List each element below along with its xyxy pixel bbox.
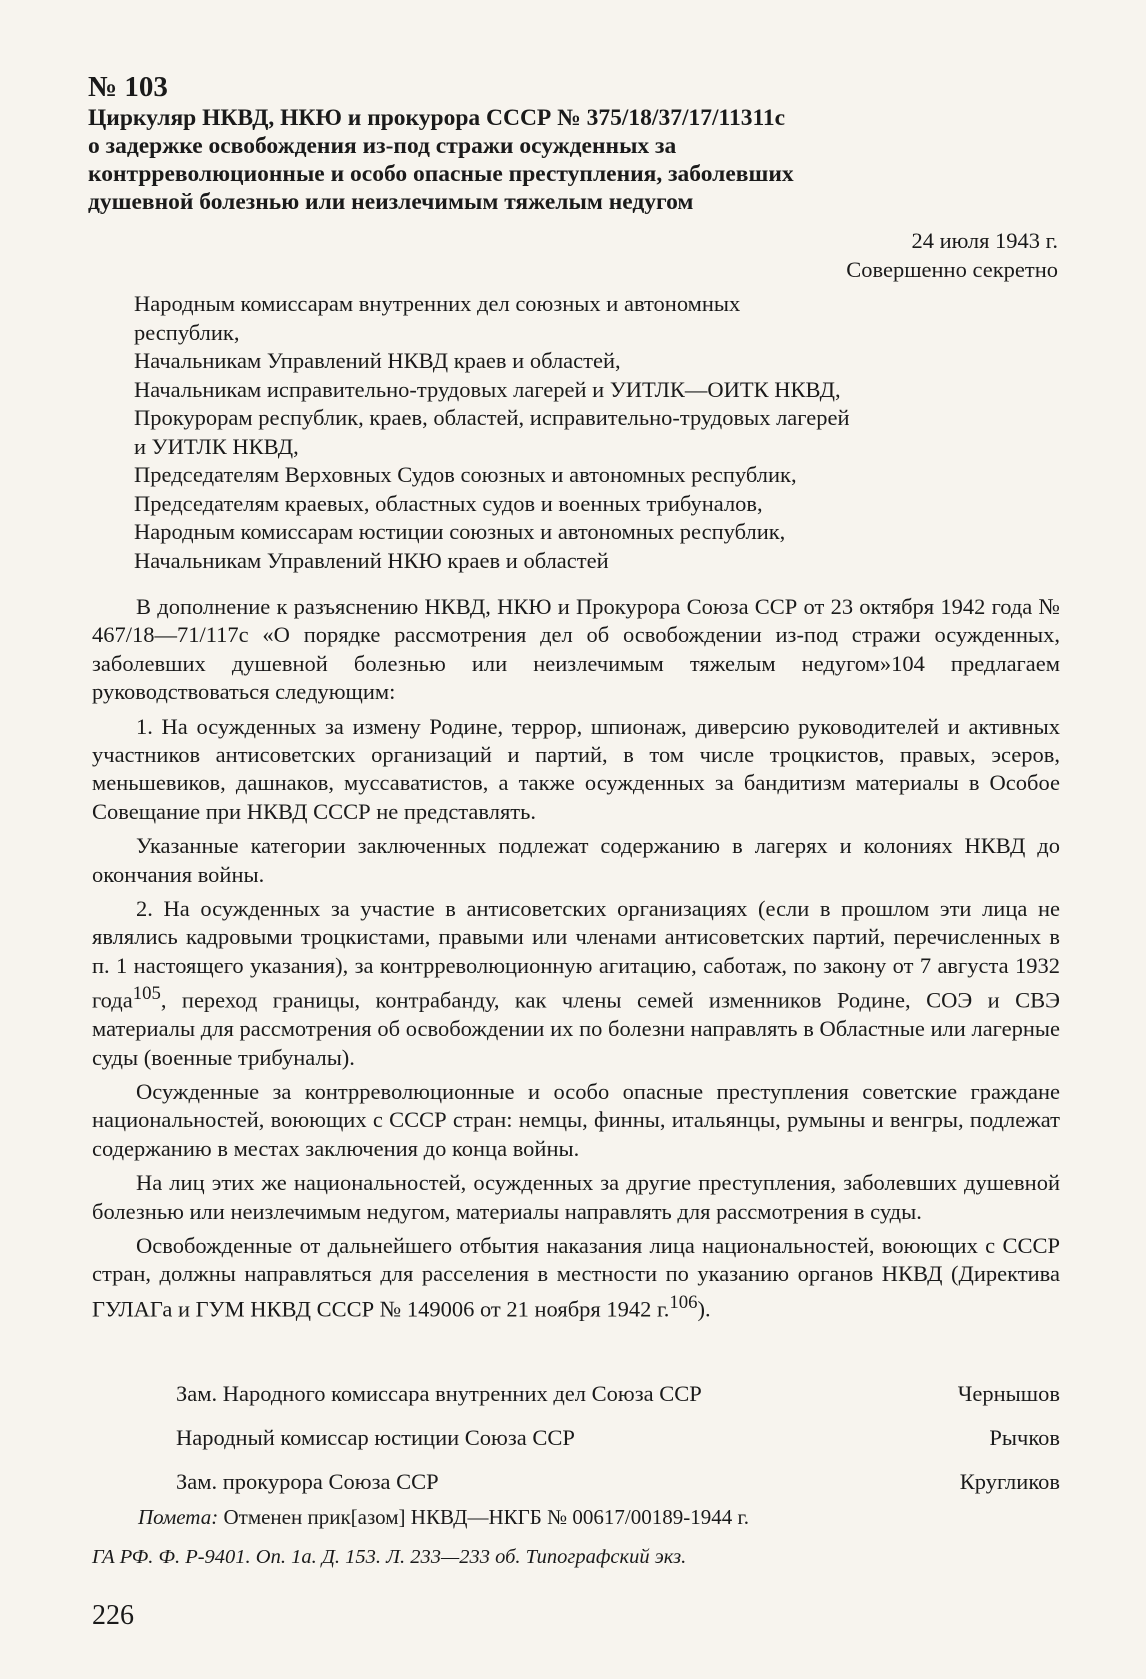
note-label: Помета:: [138, 1505, 219, 1529]
document-title-line: о задержке освобождения из-под стражи осужденных за: [88, 133, 677, 159]
point-2-paragraph: [92, 895, 1060, 1072]
document-body: [92, 593, 1060, 1330]
classification-stamp: Совершенно секретно: [846, 257, 1058, 282]
addressee-line: Начальникам Управлений НКВД краев и областей,: [134, 348, 621, 373]
signatory-name: Чернышов: [957, 1381, 1060, 1406]
footnote-ref: 106: [669, 1291, 698, 1313]
released-paragraph: [92, 1232, 1060, 1324]
archive-source: ГА РФ. Ф. Р-9401. Оп. 1а. Д. 153. Л. 233—233 об. Типографский экз.: [92, 1546, 687, 1568]
signature-block: [92, 1372, 1060, 1504]
note-text: Отменен прик[азом] НКВД—НКГБ № 00617/00189-1944 г.: [218, 1505, 749, 1529]
released-text-a: Освобожденные от дальнейшего отбытия наказания лица национальностей, воюющих с СССР стран, должны направляться для расселения в местности по указанию органов НКВД (Директива ГУЛАГа и ГУМ НКВД СССР № 149006 от 21 ноября 1942 г.: [92, 1233, 1060, 1322]
addressee-line: Председателям Верховных Судов союзных и автономных республик,: [134, 462, 797, 487]
date-block: [846, 226, 1058, 284]
signatory-position: Зам. прокурора Союза ССР: [176, 1469, 439, 1494]
signatory-position: Народный комиссар юстиции Союза ССР: [176, 1425, 575, 1450]
document-title-line: контрреволюционные и особо опасные преступления, заболевших: [88, 161, 794, 187]
addressee-line: и УИТЛК НКВД,: [134, 433, 299, 459]
point-2-text-b: , переход границы, контрабанду, как члены семей изменников Родине, СОЭ и СВЭ материалы для рассмотрения об освобождении их по болезни направлять в Областные или лагерные суды (военные трибуналы).: [92, 987, 1060, 1070]
document-title-line: Циркуляр НКВД, НКЮ и прокурора СССР № 375/18/37/17/11311с: [88, 105, 786, 131]
document-number: № 103: [88, 71, 168, 103]
document-header: [88, 70, 1068, 216]
signature-row: [92, 1416, 1060, 1460]
other-crimes-paragraph: На лиц этих же национальностей, осужденных за другие преступления, заболевших душевной болезнью или неизлечимым недугом, материалы направлять для рассмотрения в суды.: [92, 1170, 1060, 1224]
signatory-name: Кругликов: [959, 1469, 1060, 1494]
nationalities-paragraph: Осужденные за контрреволюционные и особо опасные преступления советские граждане национальностей, воюющих с СССР стран: немцы, финны, итальянцы, румыны и венгры, подлежат содержанию в местах заключения до конца войны.: [92, 1079, 1060, 1161]
signature-row: [92, 1460, 1060, 1504]
signatory-name: Рычков: [989, 1425, 1060, 1450]
addressee-line: республик,: [134, 319, 240, 345]
addressee-line: Начальникам исправительно-трудовых лагерей и УИТЛК—ОИТК НКВД,: [134, 376, 841, 402]
point-2-text-a: 2. На осужденных за участие в антисоветских организациях (если в прошлом эти лица не являлись кадровыми троцкистами, правыми или членами антисоветских партий, перечисленных в п. 1 настоящего указания), за контрреволюционную агитацию, саботаж, по закону от 7 августа 1932 года: [92, 896, 1060, 1013]
addressee-line: Народным комиссарам внутренних дел союзных и автономных: [134, 291, 741, 316]
point-1-paragraph: 1. На осужденных за измену Родине, террор, шпионаж, диверсию руководителей и активных участников антисоветских организаций и партий, в том числе троцкистов, правых, эсеров, меньшевиков, дашнаков, муссаватистов, а также осужденных за бандитизм материалы в Особое Совещание при НКВД СССР не представлять.: [92, 713, 1060, 824]
addressee-line: Председателям краевых, областных судов и военных трибуналов,: [134, 490, 763, 516]
addressee-line: Начальникам Управлений НКЮ краев и областей: [134, 547, 609, 573]
addressee-list: [134, 290, 1064, 575]
addressee-line: Прокурорам республик, краев, областей, исправительно-трудовых лагерей: [134, 405, 850, 430]
signatory-position: Зам. Народного комиссара внутренних дел Союза ССР: [176, 1381, 702, 1406]
document-title-line: душевной болезнью или неизлечимым тяжелым недугом: [88, 189, 694, 215]
page-number: 226: [92, 1600, 134, 1631]
intro-paragraph: В дополнение к разъяснению НКВД, НКЮ и Прокурора Союза ССР от 23 октября 1942 года № 467/18—71/117с «О порядке рассмотрения дел об освобождении из-под стражи осужденных, заболевших душевной болезнью или неизлечимым тяжелым недугом»104 предлагаем руководствоваться следующим:: [92, 594, 1060, 705]
document-date: 24 июля 1943 г.: [911, 228, 1058, 253]
released-text-b: ).: [697, 1296, 711, 1322]
addressee-line: Народным комиссарам юстиции союзных и автономных республик,: [134, 519, 786, 544]
document-note: [138, 1505, 749, 1530]
footnote-ref: 105: [132, 983, 161, 1005]
signature-row: [92, 1372, 1060, 1416]
point-1-continuation: Указанные категории заключенных подлежат содержанию в лагерях и колониях НКВД до окончания войны.: [92, 833, 1060, 887]
